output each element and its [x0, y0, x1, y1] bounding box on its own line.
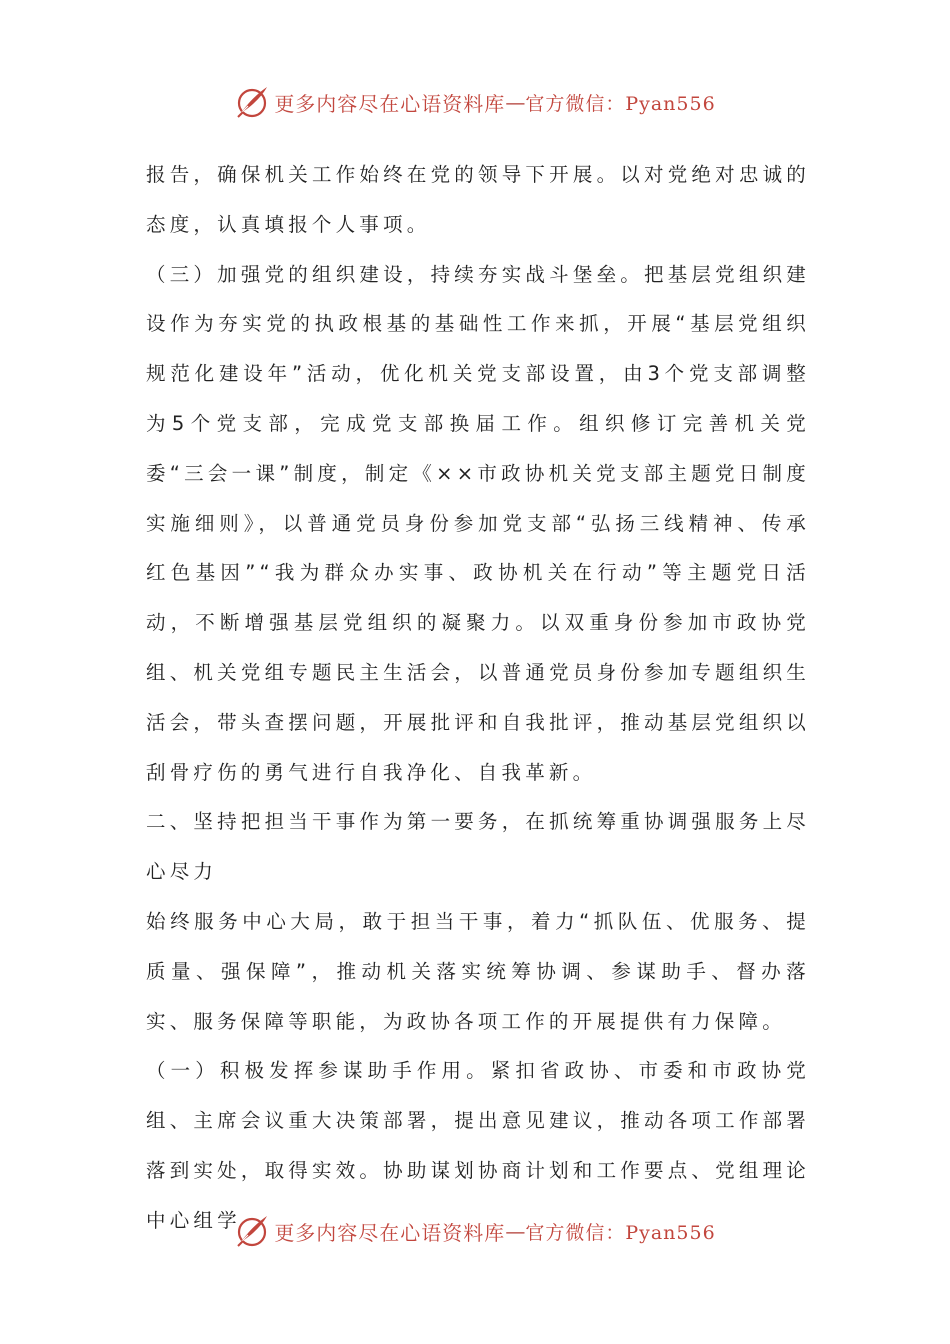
paragraph-serve-center: 始终服务中心大局，敢于担当干事，着力“抓队伍、优服务、提质量、强保障”，推动机关落实统筹协调、参谋助手、督办落实、服务保障等职能，为政协各项工作的开展提供有力保障。: [146, 909, 810, 1033]
header-banner: [0, 82, 950, 122]
banner-contact: 官方微信：Pyan556: [525, 92, 716, 115]
banner-title: 更多内容尽在心语资料库: [274, 1220, 506, 1245]
banner-separator: —: [505, 90, 526, 114]
banner-separator: —: [505, 1219, 526, 1243]
banner-contact: 官方微信：Pyan556: [525, 1221, 716, 1244]
document-body: [146, 150, 810, 1246]
section-heading-two: 二、坚持把担当干事作为第一要务，在抓统筹重协调强服务上尽心尽力: [146, 810, 810, 884]
paragraph-continuation: 报告，确保机关工作始终在党的领导下开展。以对党绝对忠诚的态度，认真填报个人事项。: [146, 163, 810, 236]
paragraph-organization-building: （三）加强党的组织建设，持续夯实战斗堡垒。把基层党组织建设作为夯实党的执政根基的基础性工作来抓，开展“基层党组织规范化建设年”活动，优化机关党支部设置，由3个党支部调整为5个党支部，完成党支部换届工作。组织修订完善机关党委“三会一课”制度，制定《××市政协机关党支部主题党日制度实施细则》，以普通党员身份参加党支部“弘扬三线精神、传承红色基因”“我为群众办实事、政协机关在行动”等主题党日活动，不断增强基层党组织的凝聚力。以双重身份参加市政协党组、机关党组专题民主生活会，以普通党员身份参加专题组织生活会，带头查摆问题，开展批评和自我批评，推动基层党组织以刮骨疗伤的勇气进行自我净化、自我革新。: [146, 262, 810, 784]
quill-pen-logo-icon: [234, 84, 270, 120]
footer-banner: [0, 1211, 950, 1251]
paragraph-advisor-role: （一）积极发挥参谋助手作用。紧扣省政协、市委和市政协党组、主席会议重大决策部署，提出意见建议，推动各项工作部署落到实处，取得实效。协助谋划协商计划和工作要点、党组理论中心组学: [146, 1059, 810, 1232]
quill-pen-logo-icon: [234, 1213, 270, 1249]
banner-title: 更多内容尽在心语资料库: [274, 91, 506, 116]
